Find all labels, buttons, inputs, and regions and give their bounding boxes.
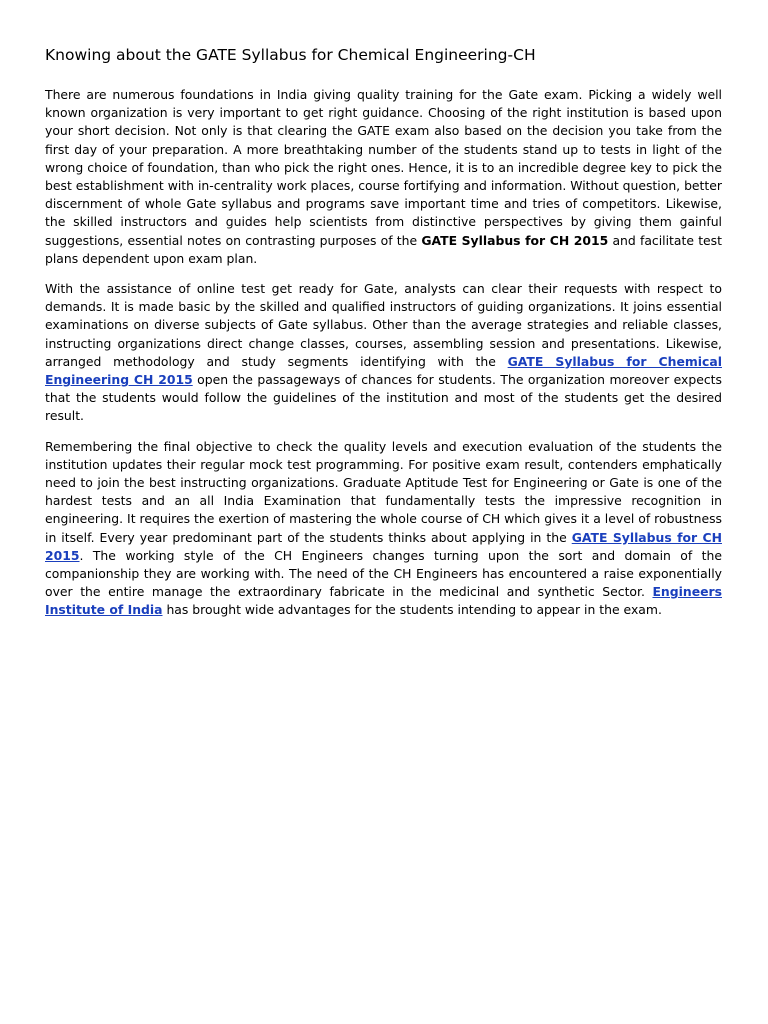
paragraph-2	[45, 280, 722, 426]
paragraph-2-end: open the passageways of chances for students. The organization moreover expects that the students would follow the guidelines of the institution and most of the students get the desired result.	[45, 372, 722, 424]
paragraph-1-text: There are numerous foundations in India giving quality training for the Gate exam. Picking a widely well known organization is very important to get right guidance. Choosing of the right institution is based upon your short decision. Not only is that clearing the GATE exam also based on the decision you take from the first day of your preparation. A more breathtaking number of the students stand up to tests in light of the wrong choice of foundation, than who pick the right ones. Hence, it is to an incredible degree key to pick the best establishment with in-centrality work places, course fortifying and information. Without question, better discernment of whole Gate syllabus and programs save important time and tries of competitors. Likewise, the skilled instructors and guides help scientists from distinctive perspectives by giving them gainful suggestions, essential notes on contrasting purposes of the	[45, 87, 722, 248]
page-title: Knowing about the GATE Syllabus for Chemical Engineering-CH	[45, 46, 536, 64]
paragraph-1-bold-term: GATE Syllabus for CH 2015	[421, 232, 609, 248]
engineers-institute-link[interactable]: Engineers Institute of India	[45, 584, 722, 618]
paragraph-3	[45, 438, 722, 620]
paragraph-3-text: Remembering the final objective to check the quality levels and execution evaluation of the students the institution updates their regular mock test programming. For positive exam result, contenders emphatically need to join the best instructing organizations. Graduate Aptitude Test for Engineering or Gate is one of the hardest tests and an all India Examination that fundamentally tests the impressive recognition in engineering. It requires the exertion of mastering the whole course of CH which gives it a level of robustness in itself. Every year predominant part of the students thinks about applying in the	[45, 438, 722, 545]
gate-syllabus-ch-link[interactable]: GATE Syllabus for CH 2015	[45, 529, 722, 563]
paragraph-1	[45, 86, 722, 268]
gate-syllabus-chemical-link[interactable]: GATE Syllabus for Chemical Engineering CH 2015	[45, 353, 722, 388]
paragraph-1-end: and facilitate test plans dependent upon exam plan.	[45, 232, 722, 266]
paragraph-3-end: has brought wide advantages for the students intending to appear in the exam.	[162, 602, 662, 618]
document-page	[45, 44, 722, 632]
paragraph-2-text: With the assistance of online test get ready for Gate, analysts can clear their requests with respect to demands. It is made basic by the skilled and qualified instructors of guiding organizations. It joins essential examinations on diverse subjects of Gate syllabus. Other than the average strategies and reliable classes, instructing organizations direct change classes, courses, assembling session and presentations. Likewise, arranged methodology and study segments identifying with the	[45, 281, 722, 369]
paragraph-3-middle: . The working style of the CH Engineers changes turning upon the sort and domain of the companionship they are working with. The need of the CH Engineers has encountered a raise exponentially over the entire manage the extraordinary fabricate in the medicinal and synthetic Sector.	[45, 547, 722, 600]
